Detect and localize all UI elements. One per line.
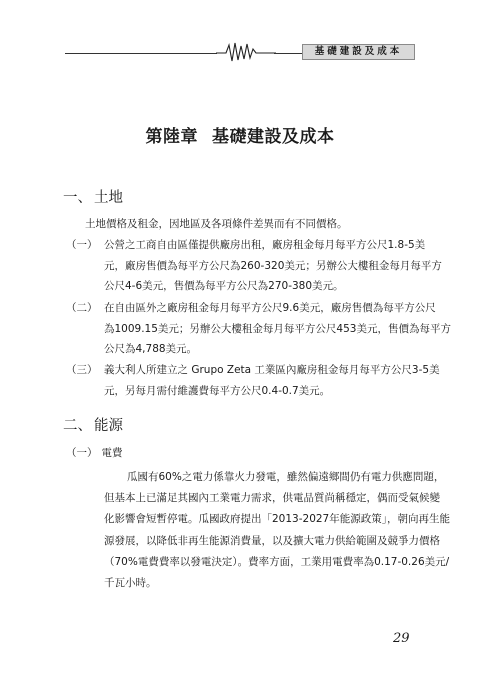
text-line: 瓜國有60%之電力係靠火力發電，雖然偏遠鄉間仍有電力供應問題，: [127, 471, 445, 483]
text-line: （70%電費費率以發電決定）。費率方面，工業用電費率為0.17-0.26美元/: [104, 555, 450, 568]
text-line: 義大利人所建立之 Grupo Zeta 工業區內廠房租金每月每平方公尺3-5美: [104, 364, 440, 376]
section-intro: 土地價格及租金，因地區及各項條件差異而有不同價格。: [85, 218, 348, 230]
section-heading-land: [63, 186, 123, 207]
section-title: 能源: [94, 418, 123, 434]
text-line: 公營之工商自由區僅提供廠房出租，廠房租金每月每平方公尺1.8-5美: [104, 239, 426, 251]
section-number: 二、: [63, 418, 92, 434]
list-item: [66, 360, 440, 401]
running-header-label: 基礎建設及成本: [302, 44, 415, 60]
chapter-number: 第陸章: [145, 127, 198, 147]
text-line: 但基本上已滿足其國內工業電力需求，供電品質尚稱穩定，偶而受氣候變: [104, 492, 440, 505]
text-line: 化影響會短暫停電。瓜國政府提出「2013-2027年能源政策」，朝向再生能: [104, 513, 450, 526]
section-title: 土地: [94, 190, 123, 206]
text-line: 源發展，以降低非再生能源消費量，以及擴大電力供給範圍及競爭力價格: [104, 534, 440, 547]
header-rule-right: [274, 53, 302, 54]
chapter-name: 基礎建設及成本: [212, 127, 335, 147]
text-line: 公尺4-6美元，售價為每平方公尺為270-380美元。: [104, 280, 344, 292]
text-line: 公尺為4,788美元。: [104, 343, 198, 355]
electricity-paragraph: [104, 467, 450, 594]
list-item: [66, 235, 442, 297]
chapter-title: [0, 122, 480, 147]
text-line: 在自由區外之廠房租金每月每平方公尺9.6美元，廠房售價為每平方公尺: [104, 302, 436, 314]
text-line: 元，另每月需付維護費每平方公尺0.4-0.7美元。: [104, 384, 331, 397]
page-number: 29: [393, 631, 410, 646]
list-item: [66, 298, 451, 360]
pulse-wave-icon: [216, 40, 276, 64]
text-line: 元，廠房售價為每平方公尺為260-320美元；另辦公大樓租金每月每平方: [104, 259, 442, 272]
subsection-heading: [66, 445, 123, 460]
list-marker: （二）: [66, 302, 98, 314]
list-marker: （一）: [66, 447, 98, 459]
text-line: 千瓦小時。: [104, 577, 157, 590]
section-number: 一、: [63, 190, 92, 206]
list-marker: （一）: [66, 239, 98, 251]
section-heading-energy: [63, 414, 123, 435]
list-marker: （三）: [66, 364, 98, 376]
header-rule-left: [65, 53, 217, 54]
subsection-label: 電費: [101, 447, 123, 459]
text-line: 為1009.15美元；另辦公大樓租金每月每平方公尺453美元，售價為每平方: [104, 322, 451, 335]
